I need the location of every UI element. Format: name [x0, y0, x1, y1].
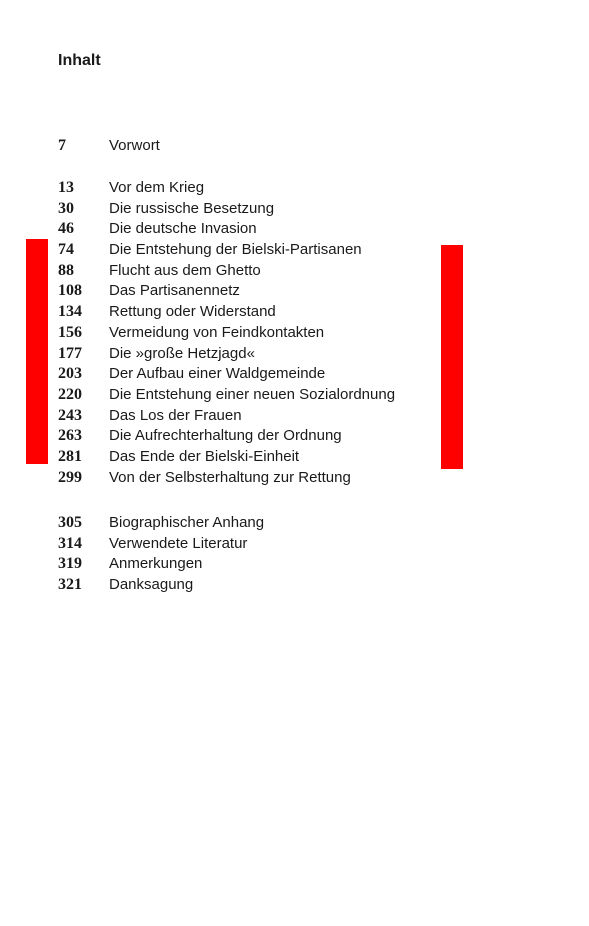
toc-entry[interactable]: [58, 199, 478, 220]
toc-page-number: 220: [58, 385, 82, 403]
left-red-marker: [26, 239, 48, 464]
toc-chapter-title: Rettung oder Widerstand: [109, 303, 276, 321]
toc-page-number: 299: [58, 468, 82, 486]
toc-page-number: 263: [58, 427, 82, 445]
toc-entry[interactable]: [58, 575, 478, 596]
toc-page-number: 88: [58, 261, 74, 279]
toc-entry[interactable]: [58, 364, 478, 385]
toc-chapter-title: Biographischer Anhang: [109, 514, 265, 531]
toc-chapter-title: Von der Selbsterhaltung zur Rettung: [109, 468, 351, 486]
toc-page-number: 281: [58, 447, 82, 465]
toc-page-number: 203: [58, 365, 82, 383]
toc-chapter-title: Die »große Hetzjagd«: [109, 344, 255, 362]
toc-page-number: 7: [58, 137, 66, 154]
toc-entry[interactable]: [58, 513, 478, 534]
toc-chapter-title: Die Entstehung einer neuen Sozialordnung: [109, 385, 396, 403]
toc-chapter-title: Anmerkungen: [109, 555, 203, 573]
toc-entry[interactable]: [58, 554, 478, 575]
toc-entry[interactable]: [58, 468, 478, 489]
toc-entry[interactable]: [58, 323, 478, 344]
toc-entry[interactable]: [58, 406, 478, 427]
toc-entry[interactable]: [58, 136, 478, 157]
toc-page-number: 74: [58, 241, 74, 259]
toc-entry[interactable]: [58, 281, 478, 302]
toc-entry[interactable]: [58, 219, 478, 240]
toc-chapter-title: Die russische Besetzung: [109, 199, 275, 217]
toc-page-number: 13: [58, 179, 74, 196]
toc-page-number: 134: [58, 303, 82, 321]
toc-chapter-title: Das Ende der Bielski-Einheit: [109, 447, 300, 465]
toc-entry[interactable]: [58, 426, 478, 447]
toc-chapter-title: Das Los der Frauen: [109, 406, 242, 424]
toc-chapter-title: Danksagung: [109, 576, 194, 594]
toc-page-number: 46: [58, 220, 74, 238]
toc-page-number: 321: [58, 576, 82, 594]
toc-page-number: 156: [58, 323, 82, 341]
toc-group-appendix: [58, 513, 478, 596]
toc-entry[interactable]: [58, 302, 478, 323]
toc-chapter-title: Vorwort: [109, 137, 160, 154]
toc-entry[interactable]: [58, 178, 478, 199]
toc-chapter-title: Die Aufrechterhaltung der Ordnung: [109, 427, 342, 445]
toc-group-chapters: [58, 178, 478, 488]
toc-group-front: [58, 136, 478, 157]
toc-entry[interactable]: [58, 344, 478, 365]
toc-entry[interactable]: [58, 240, 478, 261]
page-heading: Inhalt: [58, 52, 101, 69]
toc-chapter-title: Vor dem Krieg: [109, 179, 205, 196]
toc-entry[interactable]: [58, 534, 478, 555]
toc-entry[interactable]: [58, 385, 478, 406]
toc-chapter-title: Die deutsche Invasion: [109, 220, 257, 238]
toc-page-number: 243: [58, 406, 82, 424]
toc-page-number: 177: [58, 344, 82, 362]
toc-page-number: 314: [58, 534, 82, 552]
toc-page-number: 319: [58, 555, 82, 573]
toc-entry[interactable]: [58, 447, 478, 468]
toc-chapter-title: Der Aufbau einer Waldgemeinde: [109, 365, 326, 383]
toc-page-number: 305: [58, 514, 82, 531]
toc-chapter-title: Das Partisanennetz: [109, 282, 240, 300]
toc-chapter-title: Flucht aus dem Ghetto: [109, 261, 261, 279]
toc-chapter-title: Vermeidung von Feindkontakten: [109, 323, 325, 341]
toc-chapter-title: Verwendete Literatur: [109, 534, 248, 552]
toc-entry[interactable]: [58, 261, 478, 282]
toc-page-number: 108: [58, 282, 82, 300]
toc-page-number: 30: [58, 199, 74, 217]
toc-chapter-title: Die Entstehung der Bielski-Partisanen: [109, 241, 362, 259]
